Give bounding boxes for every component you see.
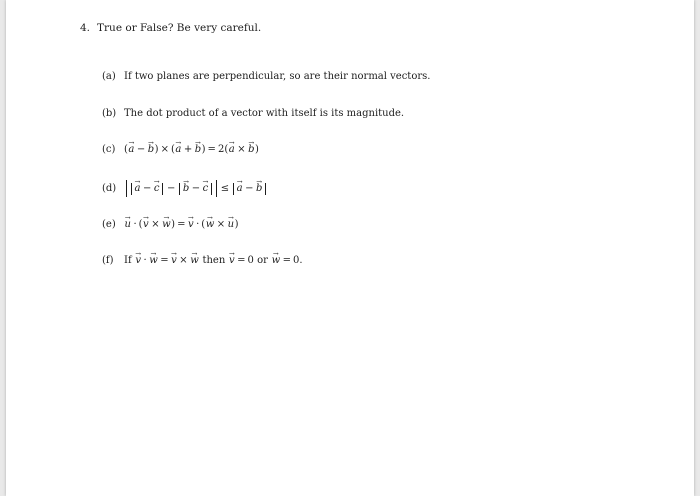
question-heading — [80, 22, 261, 34]
part-label: (b) — [102, 108, 117, 119]
part-a-text: If two planes are perpendicular, so are their normal vectors. — [124, 71, 431, 82]
part-e-formula: → u · (→ v ×→ w) =→ v · (→ w ×→ u) — [124, 219, 239, 230]
part-a — [102, 70, 430, 84]
part-c — [102, 143, 259, 157]
document-page — [6, 0, 694, 496]
question-number: 4. — [80, 22, 91, 34]
part-label: (c) — [102, 144, 116, 155]
part-d-formula: → a −→ c −→ b −→ c ≤→ a −→ b — [124, 183, 268, 194]
part-e — [102, 218, 239, 232]
part-label: (e) — [102, 219, 116, 230]
part-label: (d) — [102, 183, 117, 194]
part-f-formula: If → v ·→ w =→ v ×→ w then → v = 0 or → w = 0. — [124, 255, 303, 266]
part-d — [102, 180, 268, 197]
part-b-text: The dot product of a vector with itself is its magnitude. — [124, 108, 405, 119]
part-label: (f) — [102, 255, 114, 266]
part-label: (a) — [102, 71, 116, 82]
part-b — [102, 107, 404, 121]
part-c-formula: (→ a −→ b) × (→ a +→ b) = 2(→ a ×→ b) — [124, 144, 259, 155]
part-f — [102, 254, 303, 268]
question-title: True or False? Be very careful. — [97, 22, 262, 34]
